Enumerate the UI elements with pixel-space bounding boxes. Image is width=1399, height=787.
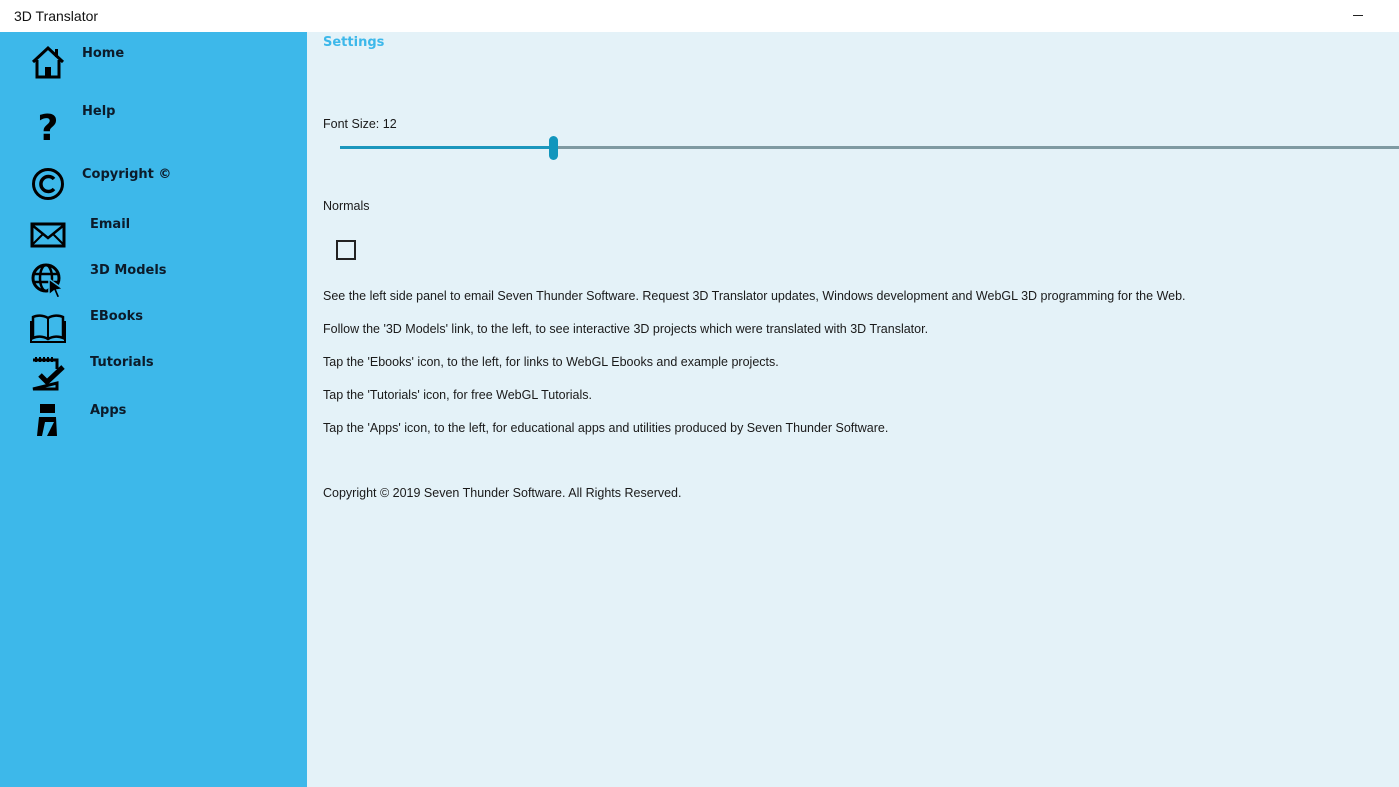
sidebar-item-label: Home [82, 46, 125, 61]
minimize-button[interactable] [1353, 0, 1399, 32]
copyright-notice: Copyright © 2019 Seven Thunder Software. All Rights Reserved. [323, 486, 682, 500]
sidebar-item-help[interactable] [0, 100, 307, 152]
sidebar-item-label: Tutorials [90, 355, 154, 370]
info-paragraph: Follow the '3D Models' link, to the left, to see interactive 3D projects which were translated with 3D Translator. [323, 322, 929, 336]
sidebar-item-email[interactable] [0, 214, 307, 258]
question-icon [30, 108, 66, 144]
slider-track [554, 146, 1399, 149]
normals-label: Normals [323, 199, 370, 213]
info-paragraph: Tap the 'Apps' icon, to the left, for educational apps and utilities produced by Seven Thunder Software. [323, 421, 889, 435]
info-paragraph: See the left side panel to email Seven Thunder Software. Request 3D Translator updates, Windows development and WebGL 3D programming for the Web. [323, 289, 1186, 303]
slider-fill [340, 146, 554, 149]
settings-panel [307, 32, 1399, 787]
minimize-icon [1353, 15, 1363, 16]
sidebar-item-label: Copyright © [82, 167, 172, 182]
page-title: Settings [323, 35, 385, 50]
sidebar-item-home[interactable] [0, 42, 307, 94]
sidebar-item-apps[interactable] [0, 400, 307, 444]
book-icon [30, 310, 66, 346]
font-size-label: Font Size: 12 [323, 117, 397, 131]
copyright-icon [30, 166, 66, 202]
svg-text:?: ? [37, 108, 59, 144]
slider-thumb[interactable] [549, 136, 558, 160]
sidebar-item-3d-models[interactable] [0, 260, 307, 304]
font-size-slider[interactable] [340, 136, 1399, 160]
info-paragraph: Tap the 'Ebooks' icon, to the left, for links to WebGL Ebooks and example projects. [323, 355, 779, 369]
normals-checkbox[interactable] [336, 240, 356, 260]
sidebar-item-ebooks[interactable] [0, 306, 307, 350]
sidebar-item-label: 3D Models [90, 263, 167, 278]
sidebar-item-label: Help [82, 104, 116, 119]
apps-icon [30, 403, 66, 439]
title-bar [0, 0, 1399, 32]
sidebar-item-copyright[interactable] [0, 162, 307, 212]
envelope-icon [30, 217, 66, 253]
sidebar-item-label: EBooks [90, 309, 144, 324]
info-paragraph: Tap the 'Tutorials' icon, for free WebGL Tutorials. [323, 388, 593, 402]
home-icon [30, 44, 66, 80]
window-title: 3D Translator [14, 8, 99, 24]
notepad-check-icon [30, 355, 66, 391]
sidebar-item-tutorials[interactable] [0, 352, 307, 398]
sidebar [0, 32, 307, 787]
sidebar-item-label: Apps [90, 403, 127, 418]
sidebar-item-label: Email [90, 217, 131, 232]
globe-cursor-icon [30, 262, 66, 298]
